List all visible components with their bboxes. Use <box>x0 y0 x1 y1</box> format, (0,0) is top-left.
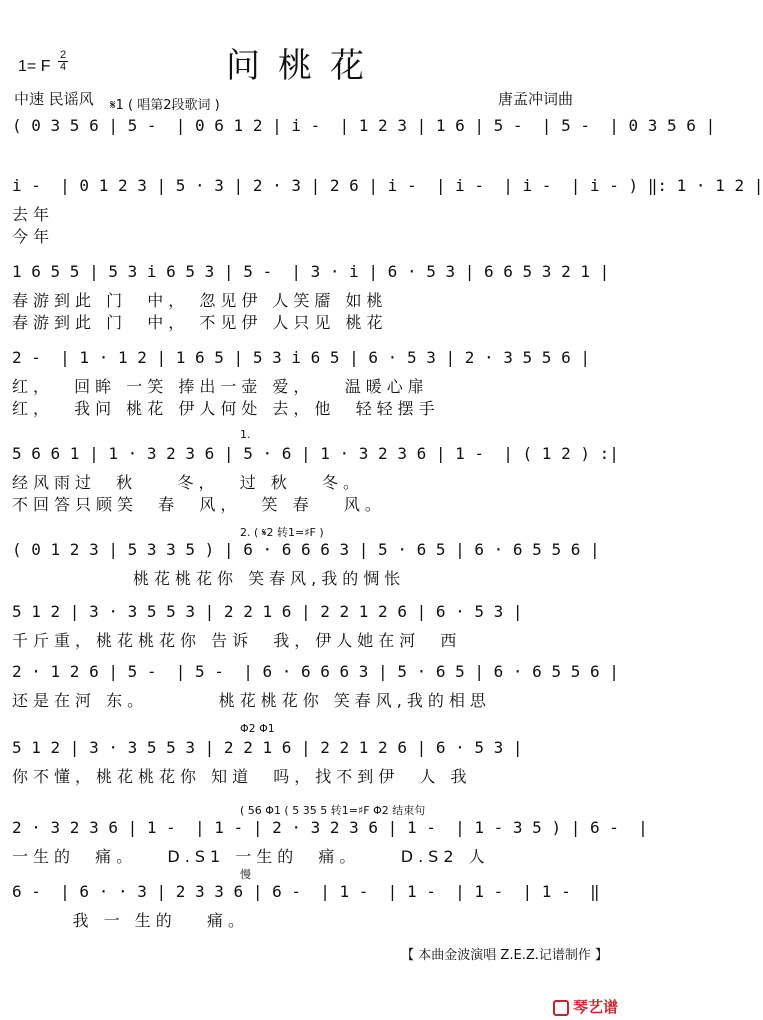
row-annotation: ( 56 Φ1 ( 5 35 5 转1=♯F Φ2 结束句 <box>240 804 426 817</box>
row-annotation: 1. <box>240 428 251 441</box>
notation-line: 5 1 2 | 3 · 3 5 5 3 | 2 2 1 6 | 2 2 1 2 6 | 6 · 5 3 | <box>12 602 523 621</box>
author-label: 唐孟冲词曲 <box>498 90 574 108</box>
row-annotation: Φ2 Φ1 <box>240 722 275 735</box>
notation-line: 2 - | 1 · 1 2 | 1 6 5 | 5 3 i 6 5 | 6 · 5 3 | 2 · 3 5 5 6 | <box>12 348 590 367</box>
lyric-line: 不回答只顾笑 春 风， 笑 春 风。 <box>12 495 386 514</box>
lyric-line: 一生的 痛。 D.S1 一生的 痛。 D.S2 人 <box>12 847 490 866</box>
lyric-line: 千斤重，桃花桃花你 告诉 我，伊人她在河 西 <box>12 631 462 650</box>
row-annotation: 慢 <box>240 868 251 881</box>
notation-line: ( 0 3 5 6 | 5 - | 0 6 1 2 | i - | 1 2 3 | 1 6 | 5 - | 5 - | 0 3 5 6 | <box>12 116 716 135</box>
page-title: 问桃花 <box>226 46 382 86</box>
notation-line: 1 6 5 5 | 5 3 i 6 5 3 | 5 - | 3 · i | 6 · 5 3 | 6 6 5 3 2 1 | <box>12 262 610 281</box>
notation-line: i - | 0 1 2 3 | 5 · 3 | 2 · 3 | 2 6 | i - | i - | i - | i - ) ‖: 1 · 1 2 | <box>12 176 763 195</box>
logo-icon <box>553 1000 569 1016</box>
segno-note: 𝄋1 ( 唱第2段歌词 ) <box>110 98 220 113</box>
notation-line: 2 · 1 2 6 | 5 - | 5 - | 6 · 6 6 6 3 | 5 · 6 5 | 6 · 6 5 5 6 | <box>12 662 619 681</box>
key-signature: 1= F <box>18 58 51 75</box>
lyric-line: 今年 <box>12 227 55 246</box>
lyric-line: 桃花桃花你 笑春风,我的惆怅 <box>12 569 406 588</box>
site-logo <box>553 996 618 1017</box>
logo-text: 琴艺谱 <box>572 998 618 1016</box>
lyric-line: 红， 我问 桃花 伊人何处 去，他 轻轻摆手 <box>12 399 440 418</box>
row-annotation: 2. ( 𝄋2 转1=♯F ) <box>240 526 324 539</box>
time-top: 2 <box>59 49 67 61</box>
tempo-label: 中速 民谣风 <box>14 90 94 108</box>
notation-line: ( 0 1 2 3 | 5 3 3 5 ) | 6 · 6 6 6 3 | 5 · 6 5 | 6 · 6 5 5 6 | <box>12 540 600 559</box>
lyric-line: 春游到此 门 中， 忽见伊 人笑靥 如桃 <box>12 291 388 310</box>
notation-line: 6 - | 6 · · 3 | 2 3 3 6 | 6 - | 1 - | 1 - | 1 - | 1 - ‖ <box>12 882 600 901</box>
time-bottom: 4 <box>59 61 67 73</box>
lyric-line: 还是在河 东。 桃花桃花你 笑春风,我的相思 <box>12 691 491 710</box>
credit-line: 【 本曲金波演唱 Z.E.Z.记谱制作 】 <box>401 948 608 963</box>
lyric-line: 红， 回眸 一笑 捧出一壶 爱， 温暖心扉 <box>12 377 429 396</box>
lyric-line: 去年 <box>12 205 55 224</box>
lyric-line: 我 一 生的 痛。 <box>12 911 249 930</box>
notation-line: 5 1 2 | 3 · 3 5 5 3 | 2 2 1 6 | 2 2 1 2 6 | 6 · 5 3 | <box>12 738 523 757</box>
time-signature <box>58 50 68 73</box>
lyric-line: 经风雨过 秋 冬， 过 秋 冬。 <box>12 473 365 492</box>
notation-line: 5 6 6 1 | 1 · 3 2 3 6 | 5 · 6 | 1 · 3 2 3 6 | 1 - | ( 1 2 ) :| <box>12 444 619 463</box>
notation-line: 2 · 3 2 3 6 | 1 - | 1 - | 2 · 3 2 3 6 | 1 - | 1 - 3 5 ) | 6 - | <box>12 818 648 837</box>
lyric-line: 你不懂，桃花桃花你 知道 吗，找不到伊 人 我 <box>12 767 472 786</box>
lyric-line: 春游到此 门 中， 不见伊 人只见 桃花 <box>12 313 388 332</box>
